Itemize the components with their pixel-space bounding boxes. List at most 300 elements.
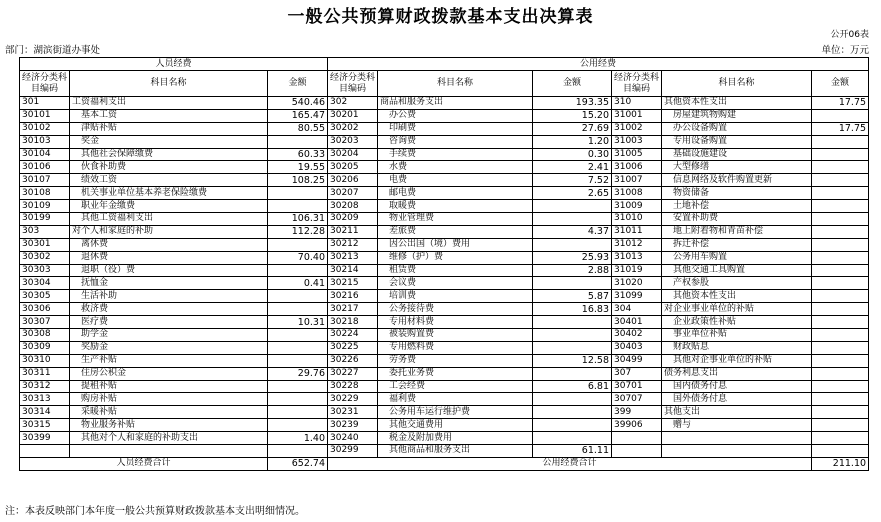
item-code: 39906: [612, 419, 662, 432]
item-amount: [812, 432, 869, 445]
item-name: 公务接待费: [378, 303, 533, 316]
table-row: [20, 445, 869, 458]
item-name: 专用燃料费: [378, 341, 533, 354]
item-name: 培训费: [378, 290, 533, 303]
item-amount: 193.35: [533, 97, 612, 110]
item-code: 30231: [328, 406, 378, 419]
item-amount: [268, 238, 328, 251]
item-code: 30209: [328, 213, 378, 226]
item-name: 退休费: [70, 251, 268, 264]
table-row: [20, 316, 869, 329]
item-code: 30212: [328, 238, 378, 251]
item-code: 30102: [20, 122, 70, 135]
item-amount: [533, 316, 612, 329]
item-amount: 0.30: [533, 148, 612, 161]
table-row: [20, 200, 869, 213]
item-name: 赠与: [662, 419, 812, 432]
header-amount: 金额: [268, 71, 328, 97]
personnel-total-value: 652.74: [268, 457, 328, 470]
item-code: 31003: [612, 135, 662, 148]
item-code: 30311: [20, 367, 70, 380]
item-amount: 0.41: [268, 277, 328, 290]
table-row: [20, 380, 869, 393]
table-row: [20, 264, 869, 277]
header-code: 经济分类科目编码: [20, 71, 70, 97]
item-amount: 19.55: [268, 161, 328, 174]
table-row: [20, 135, 869, 148]
header-amount: 金额: [533, 71, 612, 97]
item-name: 租赁费: [378, 264, 533, 277]
item-amount: [268, 445, 328, 458]
item-amount: 12.58: [533, 354, 612, 367]
item-code: 30108: [20, 187, 70, 200]
item-amount: [812, 393, 869, 406]
item-amount: 70.40: [268, 251, 328, 264]
item-code: 30211: [328, 225, 378, 238]
item-name: 奖励金: [70, 341, 268, 354]
item-amount: [268, 354, 328, 367]
item-code: 30314: [20, 406, 70, 419]
item-amount: [533, 329, 612, 342]
item-name: 房屋建筑物购建: [662, 109, 812, 122]
item-code: 30402: [612, 329, 662, 342]
table-row: [20, 354, 869, 367]
item-code: 30106: [20, 161, 70, 174]
public-total-value: 211.10: [812, 457, 869, 470]
item-name: 电费: [378, 174, 533, 187]
item-amount: 60.33: [268, 148, 328, 161]
item-code: [612, 445, 662, 458]
item-name: 救济费: [70, 303, 268, 316]
item-name: 医疗费: [70, 316, 268, 329]
item-code: 30103: [20, 135, 70, 148]
item-name: 公务用车运行维护费: [378, 406, 533, 419]
table-row: [20, 97, 869, 110]
item-amount: [268, 341, 328, 354]
item-amount: [812, 290, 869, 303]
item-name: 安置补助费: [662, 213, 812, 226]
item-name: 信息网络及软件购置更新: [662, 174, 812, 187]
item-amount: [268, 290, 328, 303]
form-code: 公开06表: [830, 30, 869, 40]
item-name: 拆迁补偿: [662, 238, 812, 251]
item-code: 30305: [20, 290, 70, 303]
item-amount: [812, 264, 869, 277]
item-code: 30214: [328, 264, 378, 277]
item-name: 奖金: [70, 135, 268, 148]
item-code: 30217: [328, 303, 378, 316]
item-code: 31007: [612, 174, 662, 187]
item-amount: [812, 213, 869, 226]
item-amount: 4.37: [533, 225, 612, 238]
item-code: 30309: [20, 341, 70, 354]
item-code: 30401: [612, 316, 662, 329]
item-amount: [812, 419, 869, 432]
item-code: 31020: [612, 277, 662, 290]
item-amount: [812, 380, 869, 393]
item-name: 公务用车购置: [662, 251, 812, 264]
item-name: 地上附着物和青苗补偿: [662, 225, 812, 238]
item-amount: 1.20: [533, 135, 612, 148]
item-code: 31013: [612, 251, 662, 264]
item-name: 工会经费: [378, 380, 533, 393]
item-code: 30203: [328, 135, 378, 148]
item-amount: [533, 393, 612, 406]
item-amount: [268, 303, 328, 316]
item-name: 土地补偿: [662, 200, 812, 213]
item-name: 会议费: [378, 277, 533, 290]
item-name: 债务利息支出: [662, 367, 812, 380]
item-name: 离休费: [70, 238, 268, 251]
item-amount: [268, 135, 328, 148]
item-amount: 61.11: [533, 445, 612, 458]
item-code: 304: [612, 303, 662, 316]
item-name: 其他交通费用: [378, 419, 533, 432]
item-code: 31019: [612, 264, 662, 277]
table-body: [20, 97, 869, 458]
item-code: 31005: [612, 148, 662, 161]
item-code: 31012: [612, 238, 662, 251]
section-header-public: 公用经费: [328, 58, 869, 71]
item-name: 住房公积金: [70, 367, 268, 380]
item-name: [662, 445, 812, 458]
item-amount: [533, 406, 612, 419]
item-amount: 25.93: [533, 251, 612, 264]
item-amount: 29.76: [268, 367, 328, 380]
unit-label: 单位：万元: [821, 45, 869, 56]
item-code: 30107: [20, 174, 70, 187]
item-code: 30204: [328, 148, 378, 161]
item-amount: [533, 238, 612, 251]
item-amount: [533, 341, 612, 354]
item-name: 绩效工资: [70, 174, 268, 187]
item-name: 水费: [378, 161, 533, 174]
item-code: 30229: [328, 393, 378, 406]
item-name: 专用设备购置: [662, 135, 812, 148]
item-code: 30403: [612, 341, 662, 354]
header-name: 科目名称: [378, 71, 533, 97]
item-code: 31011: [612, 225, 662, 238]
item-name: 邮电费: [378, 187, 533, 200]
item-code: 30206: [328, 174, 378, 187]
table-row: [20, 213, 869, 226]
item-name: 取暖费: [378, 200, 533, 213]
item-name: 委托业务费: [378, 367, 533, 380]
item-code: 30707: [612, 393, 662, 406]
item-amount: [812, 341, 869, 354]
table-row: [20, 393, 869, 406]
item-code: 30201: [328, 109, 378, 122]
header-code: 经济分类科目编码: [612, 71, 662, 97]
item-code: 30207: [328, 187, 378, 200]
table-row: [20, 109, 869, 122]
table-row: [20, 122, 869, 135]
item-amount: [812, 109, 869, 122]
item-amount: [268, 419, 328, 432]
item-name: 商品和服务支出: [378, 97, 533, 110]
item-code: 30307: [20, 316, 70, 329]
item-amount: 7.52: [533, 174, 612, 187]
item-name: 机关事业单位基本养老保险缴费: [70, 187, 268, 200]
item-name: 印刷费: [378, 122, 533, 135]
item-code: 30302: [20, 251, 70, 264]
item-name: 国外债务付息: [662, 393, 812, 406]
table-row: [20, 174, 869, 187]
item-name: 基础设施建设: [662, 148, 812, 161]
item-name: 办公设备购置: [662, 122, 812, 135]
item-code: 30227: [328, 367, 378, 380]
item-amount: [533, 419, 612, 432]
item-amount: [268, 393, 328, 406]
item-code: 30104: [20, 148, 70, 161]
item-name: 财政贴息: [662, 341, 812, 354]
item-code: [612, 432, 662, 445]
table-row: [20, 238, 869, 251]
header-amount: 金额: [812, 71, 869, 97]
item-name: 咨询费: [378, 135, 533, 148]
item-name: 其他社会保障缴费: [70, 148, 268, 161]
table-row: [20, 290, 869, 303]
item-code: 31002: [612, 122, 662, 135]
item-name: 因公出国（境）费用: [378, 238, 533, 251]
item-name: 退职（役）费: [70, 264, 268, 277]
item-name: 被装购置费: [378, 329, 533, 342]
item-amount: [812, 148, 869, 161]
item-amount: 5.87: [533, 290, 612, 303]
item-amount: [268, 406, 328, 419]
item-name: 其他工资福利支出: [70, 213, 268, 226]
item-name: 抚恤金: [70, 277, 268, 290]
footnote: 注：本表反映部门本年度一般公共预算财政拨款基本支出明细情况。: [5, 506, 305, 517]
table-row: [20, 225, 869, 238]
item-amount: 2.41: [533, 161, 612, 174]
item-name: 大型修缮: [662, 161, 812, 174]
item-amount: [268, 380, 328, 393]
item-code: 30304: [20, 277, 70, 290]
item-name: 其他资本性支出: [662, 290, 812, 303]
item-code: 31099: [612, 290, 662, 303]
item-code: 303: [20, 225, 70, 238]
item-name: 工资福利支出: [70, 97, 268, 110]
item-amount: [812, 135, 869, 148]
item-code: 30202: [328, 122, 378, 135]
table-row: [20, 419, 869, 432]
item-amount: [812, 174, 869, 187]
item-amount: 108.25: [268, 174, 328, 187]
item-name: 其他交通工具购置: [662, 264, 812, 277]
item-code: 30313: [20, 393, 70, 406]
table-row: [20, 251, 869, 264]
item-amount: 15.20: [533, 109, 612, 122]
item-code: 30315: [20, 419, 70, 432]
item-amount: 106.31: [268, 213, 328, 226]
item-code: 31009: [612, 200, 662, 213]
item-code: 30218: [328, 316, 378, 329]
item-code: 30301: [20, 238, 70, 251]
item-name: 采暖补贴: [70, 406, 268, 419]
item-code: 31008: [612, 187, 662, 200]
item-name: 基本工资: [70, 109, 268, 122]
item-name: 国内债务付息: [662, 380, 812, 393]
item-name: 办公费: [378, 109, 533, 122]
item-amount: [268, 329, 328, 342]
item-code: 30225: [328, 341, 378, 354]
table-row: [20, 303, 869, 316]
header-name: 科目名称: [70, 71, 268, 97]
item-amount: [812, 277, 869, 290]
item-amount: [533, 367, 612, 380]
item-code: 30399: [20, 432, 70, 445]
item-code: 30215: [328, 277, 378, 290]
item-amount: [268, 200, 328, 213]
item-amount: [812, 200, 869, 213]
item-name: 其他对企事业单位的补贴: [662, 354, 812, 367]
table-row: [20, 432, 869, 445]
expenditure-table: [19, 57, 869, 471]
item-amount: 17.75: [812, 97, 869, 110]
item-amount: [533, 213, 612, 226]
item-name: 津贴补贴: [70, 122, 268, 135]
item-amount: [812, 329, 869, 342]
item-amount: [812, 354, 869, 367]
item-amount: 27.69: [533, 122, 612, 135]
table-row: [20, 329, 869, 342]
item-name: 助学金: [70, 329, 268, 342]
item-code: 30308: [20, 329, 70, 342]
item-code: 30205: [328, 161, 378, 174]
item-code: 30208: [328, 200, 378, 213]
item-code: 30303: [20, 264, 70, 277]
item-amount: [268, 187, 328, 200]
item-name: 生产补贴: [70, 354, 268, 367]
item-amount: 17.75: [812, 122, 869, 135]
table-row: [20, 148, 869, 161]
item-name: 物业服务补贴: [70, 419, 268, 432]
item-amount: 10.31: [268, 316, 328, 329]
item-code: [20, 445, 70, 458]
item-amount: [533, 432, 612, 445]
item-name: 其他支出: [662, 406, 812, 419]
item-amount: 1.40: [268, 432, 328, 445]
item-amount: [812, 445, 869, 458]
item-code: 301: [20, 97, 70, 110]
item-code: 31010: [612, 213, 662, 226]
item-name: [70, 445, 268, 458]
item-amount: [812, 251, 869, 264]
table-row: [20, 367, 869, 380]
table-row: [20, 187, 869, 200]
item-amount: [533, 200, 612, 213]
item-name: 对企业事业单位的补贴: [662, 303, 812, 316]
item-amount: [812, 406, 869, 419]
item-name: 职业年金缴费: [70, 200, 268, 213]
item-amount: 540.46: [268, 97, 328, 110]
item-code: 30199: [20, 213, 70, 226]
item-code: 30310: [20, 354, 70, 367]
item-code: 310: [612, 97, 662, 110]
item-name: 对个人和家庭的补助: [70, 225, 268, 238]
header-name: 科目名称: [662, 71, 812, 97]
header-code: 经济分类科目编码: [328, 71, 378, 97]
item-name: 事业单位补贴: [662, 329, 812, 342]
item-amount: [268, 264, 328, 277]
item-code: 30306: [20, 303, 70, 316]
item-code: 30226: [328, 354, 378, 367]
item-code: 30224: [328, 329, 378, 342]
item-code: 30239: [328, 419, 378, 432]
item-amount: 112.28: [268, 225, 328, 238]
item-name: 专用材料费: [378, 316, 533, 329]
public-total-label: 公用经费合计: [328, 457, 812, 470]
item-amount: [812, 303, 869, 316]
item-code: 30312: [20, 380, 70, 393]
item-name: 福利费: [378, 393, 533, 406]
item-name: 企业政策性补贴: [662, 316, 812, 329]
item-amount: 2.65: [533, 187, 612, 200]
department-label: 部门：湖滨街道办事处: [5, 45, 101, 56]
item-code: 30216: [328, 290, 378, 303]
item-code: 30299: [328, 445, 378, 458]
item-name: 税金及附加费用: [378, 432, 533, 445]
item-name: 生活补助: [70, 290, 268, 303]
table-row: [20, 277, 869, 290]
table-row: [20, 161, 869, 174]
item-amount: [812, 367, 869, 380]
item-code: 30701: [612, 380, 662, 393]
item-code: 30499: [612, 354, 662, 367]
item-amount: [812, 187, 869, 200]
item-name: 物业管理费: [378, 213, 533, 226]
item-amount: [812, 238, 869, 251]
table-row: [20, 406, 869, 419]
item-amount: [533, 277, 612, 290]
item-name: 其他资本性支出: [662, 97, 812, 110]
item-name: 物资储备: [662, 187, 812, 200]
item-name: 伙食补助费: [70, 161, 268, 174]
item-code: 31001: [612, 109, 662, 122]
item-code: 399: [612, 406, 662, 419]
item-code: 307: [612, 367, 662, 380]
item-amount: 6.81: [533, 380, 612, 393]
personnel-total-label: 人员经费合计: [20, 457, 268, 470]
section-header-personnel: 人员经费: [20, 58, 328, 71]
report-title: 一般公共预算财政拨款基本支出决算表: [287, 7, 594, 27]
item-code: 30109: [20, 200, 70, 213]
item-name: 购房补贴: [70, 393, 268, 406]
item-name: 劳务费: [378, 354, 533, 367]
item-amount: [812, 225, 869, 238]
item-code: 30213: [328, 251, 378, 264]
item-name: 提租补贴: [70, 380, 268, 393]
table-row: [20, 341, 869, 354]
item-name: 手续费: [378, 148, 533, 161]
item-amount: 2.88: [533, 264, 612, 277]
item-name: 差旅费: [378, 225, 533, 238]
item-amount: [812, 161, 869, 174]
item-name: 其他商品和服务支出: [378, 445, 533, 458]
item-code: 30228: [328, 380, 378, 393]
item-code: 31006: [612, 161, 662, 174]
item-code: 30101: [20, 109, 70, 122]
item-code: 30240: [328, 432, 378, 445]
item-amount: 16.83: [533, 303, 612, 316]
item-name: [662, 432, 812, 445]
item-name: 其他对个人和家庭的补助支出: [70, 432, 268, 445]
item-name: 维修（护）费: [378, 251, 533, 264]
item-code: 302: [328, 97, 378, 110]
item-amount: 80.55: [268, 122, 328, 135]
item-amount: [812, 316, 869, 329]
